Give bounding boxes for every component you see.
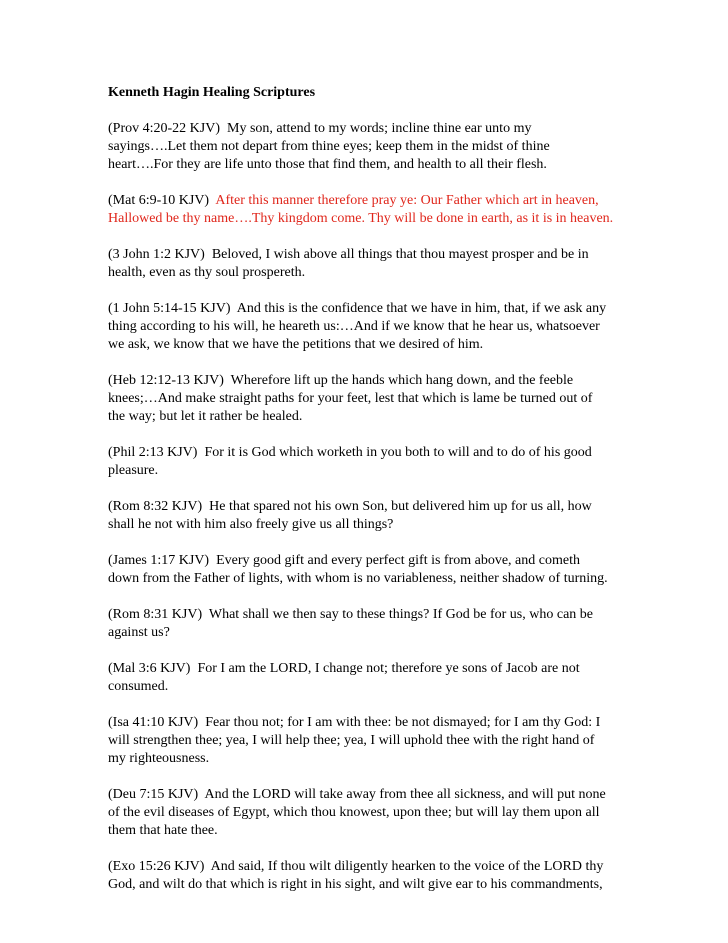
scripture-text: For I am the LORD, I change not; therefore ye sons of Jacob are not	[197, 661, 580, 676]
document-title: Kenneth Hagin Healing Scriptures	[108, 85, 316, 100]
passage-line	[108, 138, 648, 156]
passage-line	[108, 246, 648, 264]
scripture-passage	[108, 498, 648, 534]
passage-line	[108, 822, 648, 840]
scripture-text: consumed.	[108, 679, 169, 694]
scripture-reference: (Exo 15:26 KJV)	[108, 859, 205, 874]
scripture-text: them that hate thee.	[108, 823, 218, 838]
scripture-text: What shall we then say to these things? If God be for us, who can be	[208, 607, 593, 622]
scripture-text: health, even as thy soul prospereth.	[108, 265, 306, 280]
scripture-passage	[108, 372, 648, 426]
scripture-reference: (James 1:17 KJV)	[108, 553, 210, 568]
scripture-passage	[108, 714, 648, 768]
passage-line	[108, 192, 648, 210]
scripture-reference: (Mat 6:9-10 KJV)	[108, 193, 210, 208]
passage-line	[108, 264, 648, 282]
scripture-passage	[108, 120, 648, 174]
scripture-text: my righteousness.	[108, 751, 210, 766]
passage-line	[108, 120, 648, 138]
passage-line	[108, 408, 648, 426]
scripture-passage	[108, 246, 648, 282]
passage-line	[108, 660, 648, 678]
scripture-text: will strengthen thee; yea, I will help thee; yea, I will uphold thee with the right hand of	[108, 733, 595, 748]
scripture-passage	[108, 300, 648, 354]
passage-line	[108, 372, 648, 390]
passage-line	[108, 732, 648, 750]
passage-line	[108, 390, 648, 408]
passage-line	[108, 714, 648, 732]
scripture-text-red: After this manner therefore pray ye: Our Father which art in heaven,	[215, 193, 599, 208]
scripture-text: God, and wilt do that which is right in his sight, and wilt give ear to his commandments,	[108, 877, 603, 892]
scripture-passage	[108, 660, 648, 696]
passage-line	[108, 606, 648, 624]
passage-line	[108, 210, 648, 228]
scripture-passage	[108, 192, 648, 228]
scripture-reference: (Prov 4:20-22 KJV)	[108, 121, 220, 136]
document-body	[108, 84, 648, 912]
scripture-text: knees;…And make straight paths for your feet, lest that which is lame be turned out of	[108, 391, 593, 406]
scripture-text: Beloved, I wish above all things that thou mayest prosper and be in	[211, 247, 589, 262]
passage-line	[108, 300, 648, 318]
scripture-reference: (1 John 5:14-15 KJV)	[108, 301, 231, 316]
scripture-reference: (Rom 8:32 KJV)	[108, 499, 203, 514]
scripture-passage	[108, 552, 648, 588]
scripture-text: sayings….Let them not depart from thine eyes; keep them in the midst of thine	[108, 139, 550, 154]
scripture-reference: (Deu 7:15 KJV)	[108, 787, 199, 802]
scripture-list	[108, 120, 648, 894]
passage-line	[108, 156, 648, 174]
scripture-text: Wherefore lift up the hands which hang down, and the feeble	[230, 373, 574, 388]
scripture-text-red: Hallowed be thy name….Thy kingdom come. Thy will be done in earth, as it is in heaven.	[108, 211, 614, 226]
scripture-text: For it is God which worketh in you both to will and to do of his good	[204, 445, 592, 460]
scripture-text: pleasure.	[108, 463, 159, 478]
scripture-reference: (Phil 2:13 KJV)	[108, 445, 198, 460]
scripture-reference: (3 John 1:2 KJV)	[108, 247, 205, 262]
scripture-text: the way; but let it rather be healed.	[108, 409, 303, 424]
scripture-text: against us?	[108, 625, 170, 640]
scripture-text: shall he not with him also freely give us all things?	[108, 517, 394, 532]
scripture-text: heart….For they are life unto those that find them, and health to all their flesh.	[108, 157, 547, 172]
scripture-text: My son, attend to my words; incline thine ear unto my	[227, 121, 532, 136]
scripture-text: Every good gift and every perfect gift is from above, and cometh	[216, 553, 580, 568]
scripture-passage	[108, 786, 648, 840]
passage-line	[108, 678, 648, 696]
scripture-reference: (Mal 3:6 KJV)	[108, 661, 191, 676]
passage-line	[108, 318, 648, 336]
scripture-text: And the LORD will take away from thee all sickness, and will put none	[204, 787, 606, 802]
scripture-text: And this is the confidence that we have in him, that, if we ask any	[236, 301, 607, 316]
scripture-passage	[108, 444, 648, 480]
passage-line	[108, 516, 648, 534]
scripture-text: He that spared not his own Son, but delivered him up for us all, how	[209, 499, 592, 514]
passage-line	[108, 552, 648, 570]
passage-line	[108, 462, 648, 480]
scripture-reference: (Isa 41:10 KJV)	[108, 715, 199, 730]
passage-line	[108, 570, 648, 588]
scripture-text: Fear thou not; for I am with thee: be not dismayed; for I am thy God: I	[205, 715, 601, 730]
scripture-text: we ask, we know that we have the petitions that we desired of him.	[108, 337, 484, 352]
passage-line	[108, 786, 648, 804]
passage-line	[108, 336, 648, 354]
scripture-passage	[108, 858, 648, 894]
passage-line	[108, 624, 648, 642]
scripture-reference: (Rom 8:31 KJV)	[108, 607, 203, 622]
passage-line	[108, 804, 648, 822]
scripture-reference: (Heb 12:12-13 KJV)	[108, 373, 224, 388]
scripture-text: thing according to his will, he heareth us:…And if we know that he hear us, whatsoever	[108, 319, 600, 334]
passage-line	[108, 750, 648, 768]
scripture-text: And said, If thou wilt diligently hearken to the voice of the LORD thy	[210, 859, 604, 874]
passage-line	[108, 498, 648, 516]
passage-line	[108, 876, 648, 894]
passage-line	[108, 444, 648, 462]
scripture-text: down from the Father of lights, with whom is no variableness, neither shadow of turning.	[108, 571, 608, 586]
passage-line	[108, 858, 648, 876]
scripture-text: of the evil diseases of Egypt, which thou knowest, upon thee; but will lay them upon all	[108, 805, 600, 820]
scripture-passage	[108, 606, 648, 642]
